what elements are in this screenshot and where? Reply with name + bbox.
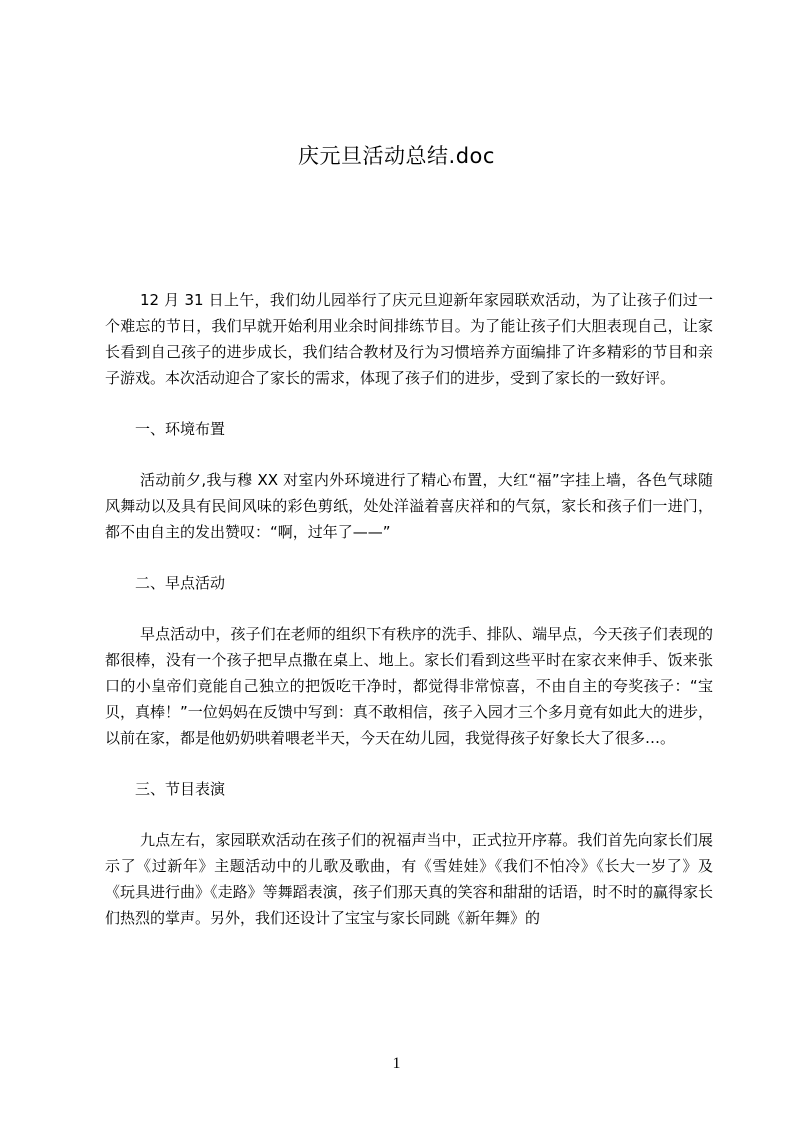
paragraph-breakfast: 早点活动中，孩子们在老师的组织下有秩序的洗手、排队、端早点，今天孩子们表现的都很棒，没有一个孩子把早点撒在桌上、地上。家长们看到这些平时在家衣来伸手、饭来张口的小皇帝们竟能自己独立的把饭吃干净时，都觉得非常惊喜，不由自主的夸奖孩子：“宝贝，真棒！”一位妈妈在反馈中写到：真不敢相信，孩子入园才三个多月竟有如此大的进步，以前在家，都是他奶奶哄着喂老半天，今天在幼儿园，我觉得孩子好象长大了很多…。 — [105, 625, 713, 747]
paragraph-performance: 九点左右，家园联欢活动在孩子们的祝福声当中，正式拉开序幕。我们首先向家长们展示了《过新年》主题活动中的儿歌及歌曲，有《雪娃娃》《我们不怕冷》《长大一岁了》及《玩具进行曲》《走路》等舞蹈表演，孩子们那天真的笑容和甜甜的话语，时不时的赢得家长们热烈的掌声。另外，我们还设计了宝宝与家长同跳《新年舞》的 — [105, 831, 713, 927]
section-heading-breakfast: 二、早点活动 — [135, 574, 226, 592]
paragraph-environment: 活动前夕,我与穆 XX 对室内外环境进行了精心布置，大红“福”字挂上墙，各色气球随风舞动以及具有民间风味的彩色剪纸，处处洋溢着喜庆祥和的气氛，家长和孩子们一进门，都不由自主的发出赞叹：“啊，过年了——” — [105, 471, 713, 541]
document-body — [105, 287, 713, 931]
section-heading-performance: 三、节目表演 — [135, 780, 226, 798]
document-title: 庆元旦活动总结.doc — [298, 144, 495, 168]
paragraph-intro: 12 月 31 日上午，我们幼儿园举行了庆元旦迎新年家园联欢活动，为了让孩子们过一个难忘的节日，我们早就开始利用业余时间排练节目。为了能让孩子们大胆表现自己，让家长看到自己孩子的进步成长，我们结合教材及行为习惯培养方面编排了许多精彩的节目和亲子游戏。本次活动迎合了家长的需求，体现了孩子们的进步，受到了家长的一致好评。 — [105, 291, 713, 387]
page-number: 1 — [392, 1055, 401, 1072]
section-heading-environment: 一、环境布置 — [135, 420, 226, 438]
